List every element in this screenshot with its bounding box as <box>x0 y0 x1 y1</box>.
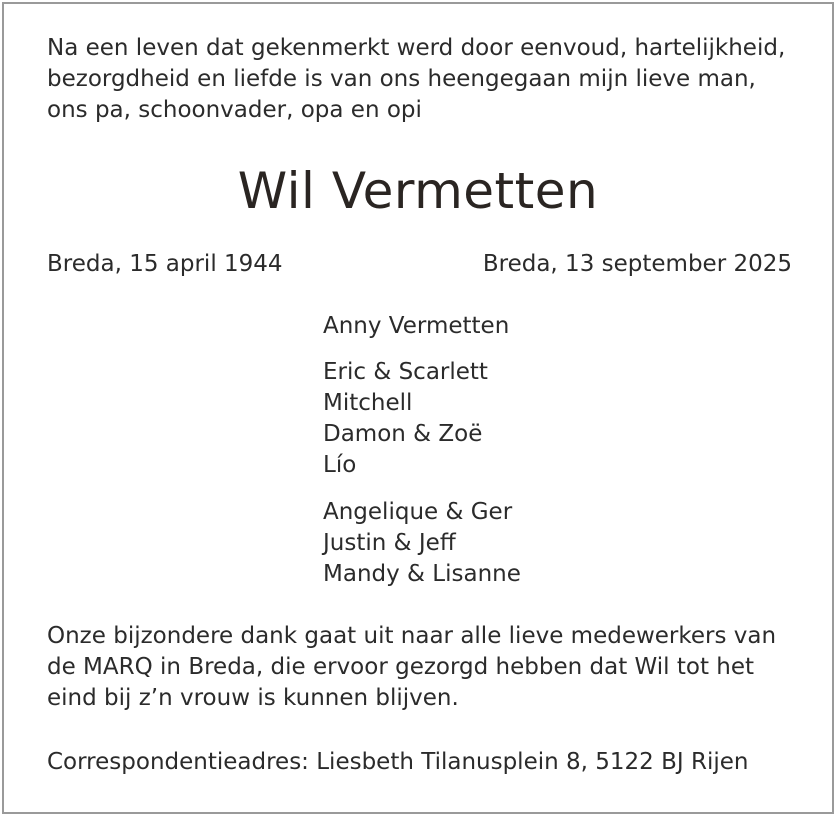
correspondence-address: Correspondentieadres: Liesbeth Tilanusplein 8, 5122 BJ Rijen <box>47 749 749 775</box>
birth-date: Breda, 15 april 1944 <box>47 251 283 277</box>
intro-text <box>47 33 785 126</box>
deceased-name: Wil Vermetten <box>237 162 599 220</box>
family-group <box>323 357 488 481</box>
family-member: Eric & Scarlett <box>323 359 488 385</box>
intro-line: Na een leven dat gekenmerkt werd door eenvoud, hartelijkheid, <box>47 35 786 61</box>
family-member: Justin & Jeff <box>323 530 456 556</box>
thanks-line: Onze bijzondere dank gaat uit naar alle lieve medewerkers van <box>47 623 777 649</box>
intro-line: bezorgdheid en liefde is van ons heengegaan mijn lieve man, <box>47 66 756 92</box>
family-member: Damon & Zoë <box>323 421 483 447</box>
family-member: Lío <box>323 452 357 478</box>
family-member: Angelique & Ger <box>323 499 513 525</box>
thanks-line: eind bij z’n vrouw is kunnen blijven. <box>47 685 459 711</box>
thanks-text <box>47 621 776 714</box>
family-spouse: Anny Vermetten <box>323 313 510 339</box>
family-member: Mandy & Lisanne <box>323 561 521 587</box>
family-member: Mitchell <box>323 390 413 416</box>
intro-line: ons pa, schoonvader, opa en opi <box>47 97 422 123</box>
thanks-line: de MARQ in Breda, die ervoor gezorgd hebben dat Wil tot het <box>47 654 755 680</box>
death-date: Breda, 13 september 2025 <box>482 251 792 277</box>
family-group <box>323 497 521 590</box>
